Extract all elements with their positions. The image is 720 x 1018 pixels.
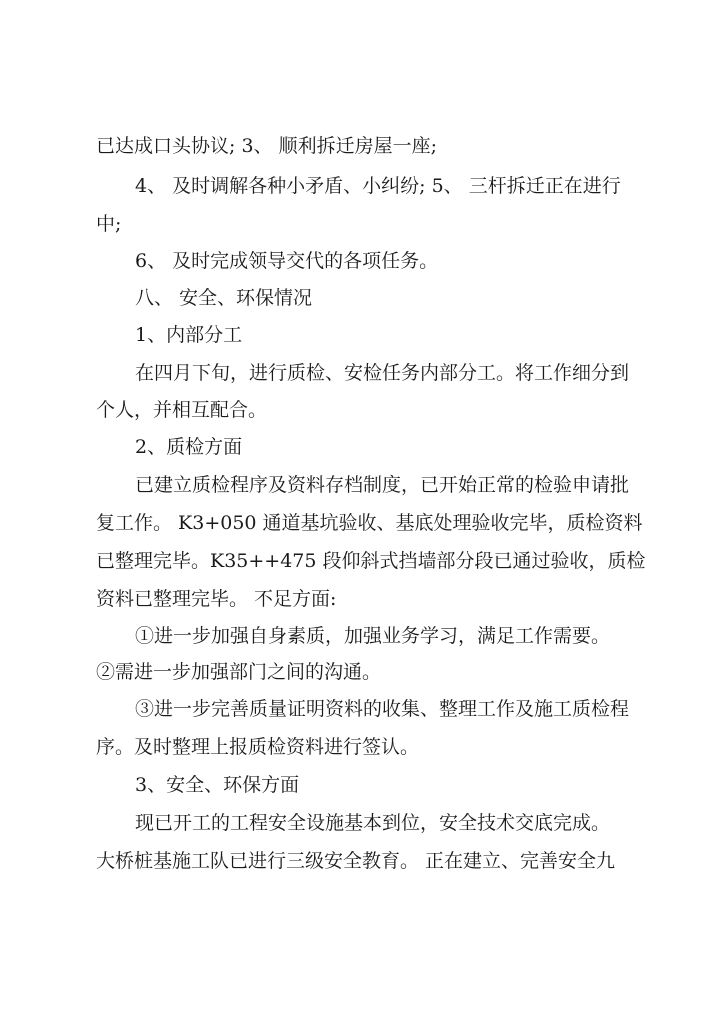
text-line: 已达成口头协议; 3、 顺利拆迁房屋一座; [96,135,437,157]
section-heading: 八、 安全、环保情况 [135,287,313,309]
text-line: 已建立质检程序及资料存档制度，已开始正常的检验申请批 [135,474,630,496]
list-item: ②需进一步加强部门之间的沟通。 [96,661,382,683]
text-line: 序。及时整理上报质检资料进行签认。 [96,736,420,758]
text-line: 6、 及时完成领导交代的各项任务。 [135,250,439,272]
text-line: 现已开工的工程安全设施基本到位，安全技术交底完成。 [135,812,611,834]
list-item: ③进一步完善质量证明资料的收集、整理工作及施工质检程 [135,698,630,720]
text-line: 中; [96,213,122,235]
text-line: 4、 及时调解各种小矛盾、小纠纷; 5、 三杆拆迁正在进行 [135,175,621,197]
subsection-heading: 1、内部分工 [135,324,243,346]
text-line: 大桥桩基施工队已进行三级安全教育。 正在建立、完善安全九 [96,850,616,872]
text-line: 资料已整理完毕。 不足方面: [96,588,337,610]
subsection-heading: 2、质检方面 [135,436,243,458]
subsection-heading: 3、安全、环保方面 [135,774,300,796]
list-item: ①进一步加强自身素质，加强业务学习，满足工作需要。 [135,625,611,647]
text-line: 复工作。 K3+050 通道基坑验收、基底处理验收完毕，质检资料 [96,512,643,534]
text-line: 已整理完毕。K35++475 段仰斜式挡墙部分段已通过验收，质检 [96,550,646,572]
text-line: 在四月下旬，进行质检、安检任务内部分工。将工作细分到 [135,362,630,384]
text-line: 个人，并相互配合。 [96,399,268,421]
